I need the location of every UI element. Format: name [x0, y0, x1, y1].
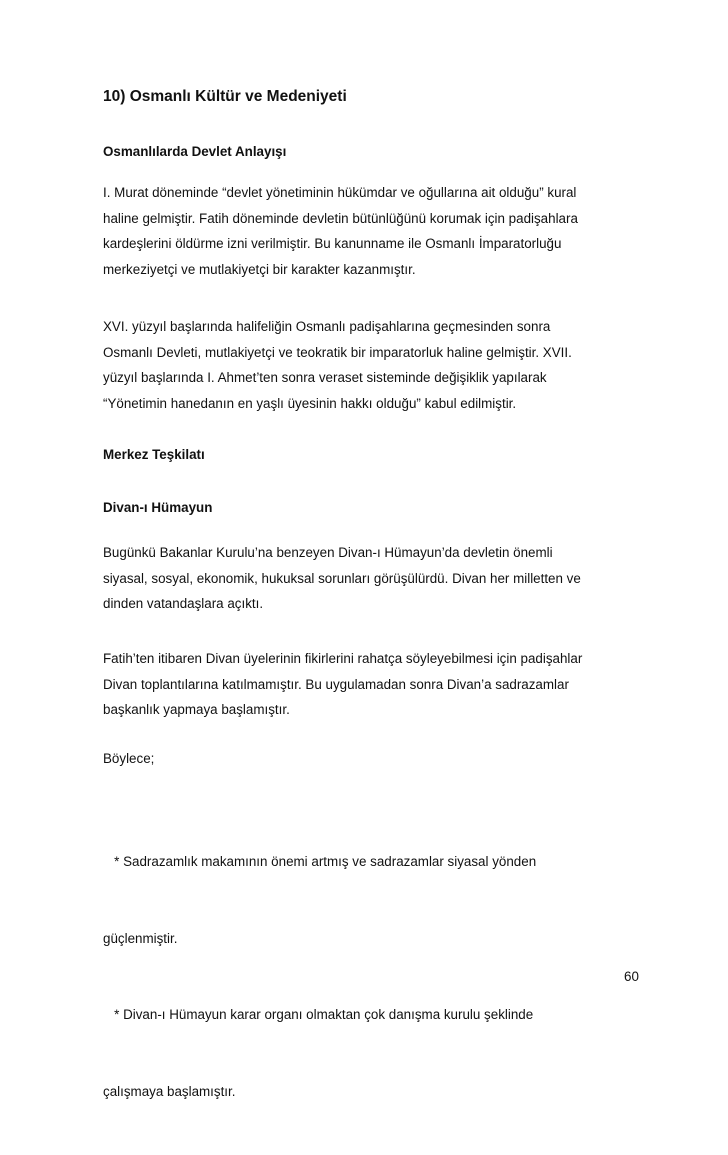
- paragraph-devlet-1: [103, 180, 643, 282]
- chapter-title: 10) Osmanlı Kültür ve Medeniyeti: [103, 88, 347, 105]
- text-line: Osmanlı Devleti, mutlakiyetçi ve teokratik bir imparatorluk haline gelmiştir. XVII.: [103, 344, 572, 360]
- paragraph-divan-1: [103, 540, 643, 617]
- text-line: Divan toplantılarına katılmamıştır. Bu uygulamadan sonra Divan’a sadrazamlar: [103, 676, 569, 692]
- bullet-item: * Sadrazamlık makamının önemi artmış ve sadrazamlar siyasal yönden: [103, 854, 537, 869]
- text-line: başkanlık yapmaya başlamıştır.: [103, 702, 290, 717]
- subsection-heading-divan: Divan-ı Hümayun: [103, 500, 213, 515]
- text-line: Bugünkü Bakanlar Kurulu’na benzeyen Divan-ı Hümayun’da devletin önemli: [103, 545, 553, 560]
- text-line: güçlenmiştir.: [103, 930, 178, 946]
- paragraph-boylece: [103, 746, 643, 772]
- bullet-item: * Divan-ı Hümayun karar organı olmaktan çok danışma kurulu şeklinde: [103, 1007, 534, 1022]
- text-line: çalışmaya başlamıştır.: [103, 1083, 236, 1099]
- paragraph-devlet-2: [103, 314, 643, 416]
- section-heading-merkez: Merkez Teşkilatı: [103, 447, 205, 462]
- text-line: kardeşlerini öldürme izni verilmiştir. Bu kanunname ile Osmanlı İmparatorluğu: [103, 236, 562, 251]
- bullet-list: [103, 798, 643, 1155]
- text-line: haline gelmiştir. Fatih döneminde devletin bütünlüğünü korumak için padişahlara: [103, 210, 578, 226]
- text-line: siyasal, sosyal, ekonomik, hukuksal sorunları görüşülürdü. Divan her milletten ve: [103, 570, 581, 586]
- section-heading-devlet-anlayisi: Osmanlılarda Devlet Anlayışı: [103, 144, 287, 159]
- page-number: 60: [624, 969, 639, 984]
- text-line: Böylece;: [103, 751, 155, 766]
- text-line: I. Murat döneminde “devlet yönetiminin hükümdar ve oğullarına ait olduğu” kural: [103, 185, 577, 200]
- text-line: XVI. yüzyıl başlarında halifeliğin Osmanlı padişahlarına geçmesinden sonra: [103, 319, 551, 334]
- text-line: yüzyıl başlarında I. Ahmet’ten sonra veraset sisteminde değişiklik yapılarak: [103, 370, 547, 385]
- text-line: dinden vatandaşlara açıktı.: [103, 596, 264, 611]
- paragraph-divan-2: [103, 646, 643, 723]
- text-line: “Yönetimin hanedanın en yaşlı üyesinin hakkı olduğu” kabul edilmiştir.: [103, 395, 517, 411]
- text-line: Fatih’ten itibaren Divan üyelerinin fikirlerini rahatça söyleyebilmesi için padişahlar: [103, 651, 583, 666]
- text-line: merkeziyetçi ve mutlakiyetçi bir karakter kazanmıştır.: [103, 261, 416, 277]
